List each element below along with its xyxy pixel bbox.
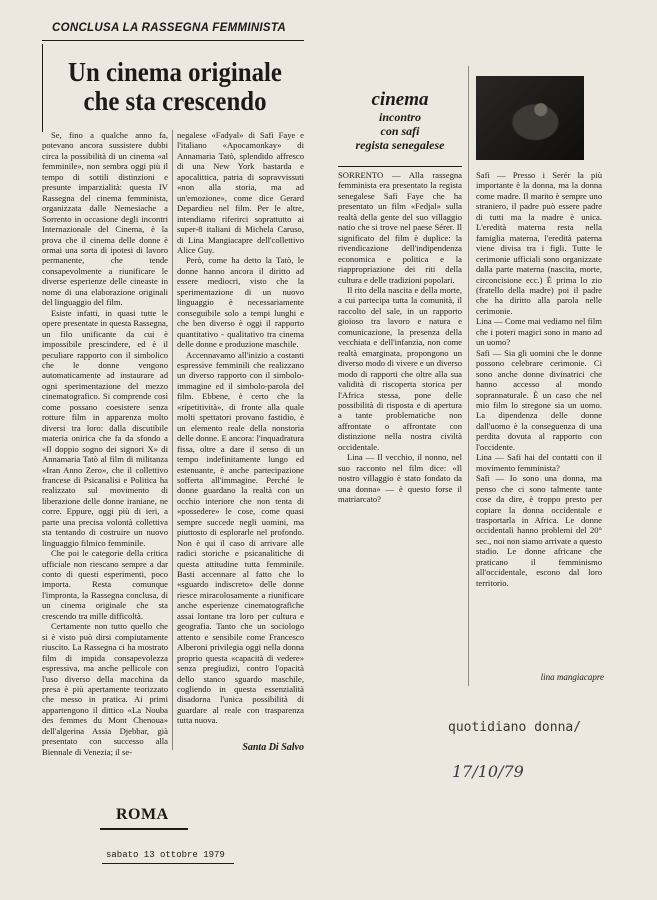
kicker-rule [42, 40, 304, 41]
paragraph: Safi — Presso i Serér la più importante è la donna, ma la donna come madre. Il marito è sempre uno straniero, il padre può essere padre di tutti ma la madre è unica. L'eredità materna resta nella famiglia materna, l'eredità paterna viene divisa tra i figli. Tutte le cerimonie ufficiali sono organizzate dalla parte materna (nascita, morte, circoncisione ecc.) È prima lo zio (fratello della madre) poi il padre che ha diritto alla parola nelle cerimonie. [476, 170, 602, 316]
article-headline: Un cinema originale che sta crescendo [68, 57, 282, 116]
paragraph: SORRENTO — Alla rassegna femminista era presentato la regista senegalese Safi Faye che ha presentato un film «Fedjal» sulla realtà della gente del suo villaggio natio che si trove nel paese Sérer. Il significato del film è duplice: la rivendicazione dell'indipendenza economica e politica e la riappropriazione dei riti della cultura e delle tradizioni popolari. [338, 170, 462, 285]
column-divider [468, 66, 469, 686]
right-clipping [334, 66, 614, 702]
handwritten-date: 17/10/79 [452, 762, 524, 781]
article-kicker: CONCLUSA LA RASSEGNA FEMMINISTA [52, 22, 286, 34]
left-clipping [40, 14, 306, 774]
paragraph: negalese «Fadyal» di Safi Faye e l'italiano «Apocamonkay» di Annamaria Tatò, splendido affresco di una New York bastarda e apocalittica, patria di sopravvissuti «non alla storia, ma ad un'emozione», come dice Gerard Depardieu nel film. Per le altre, intendiamo riferirci soprattutto ai super-8 italiani di Michela Caruso, di Lina Mangiacapre dell'collettivo Alice Guy. [177, 130, 304, 255]
newspaper-footer [100, 800, 250, 870]
paragraph: Che poi le categorie della critica ufficiale non riescano sempre a dar conto di questi esperimenti, poco importa. Resta comunque l'impronta, la Rassegna conclusa, di un cinema originale che sta crescendo tra mille difficoltà. [42, 548, 168, 621]
paragraph: Esiste infatti, in quasi tutte le opere presentate in questa Rassegna, un filo unificante da cui è impossibile prescindere, ed è il peculiare rapporto con il simbolico che le donne vengono automaticamente ad instaurare ad ogni sperimentazione del mezzo cinematografico. Si comprende così come possano coesistere senza rotture film in apparenza molto diversi tra loro: dalla discutibile materia onirica che fa da sfondo a «Il doppio sogno dei signori X» di Annamaria Tatò al film di militanza «Iran Anno Zero», che il collettivo francese di Psicanalisi e Politica ha realizzato sul movimento di liberazione delle donne iraniane, ne corre. Eppure, oggi più di ieri, a parte una precisa volontà collettiva sta tentando di costruire un nuovo linguaggio filmico femminile. [42, 307, 168, 548]
paragraph: Però, come ha detto la Tatò, le donne hanno ancora il diritto ad essere mediocri, visto che la sperimentazione di un nuovo linguaggio è necessariamente conseguibile solo a tempi lunghi e che ben diverso è oggi il rapporto quantitativo - qualitativo tra cinema delle donne e produzione maschile. [177, 255, 304, 350]
source-stamp: quotidiano donna/ [448, 720, 582, 735]
interview-header [338, 90, 462, 160]
left-article-column-1 [42, 130, 168, 766]
article-byline: Santa Di Salvo [242, 742, 304, 753]
paragraph: Il rito della nascita e della morte, a cui partecipa tutta la comunità, il raccolto del sale, in un rapporto gioioso tra lavoro e natura e comunicazione, la presenza della vecchiata e dell'infanzia, non come realtà emarginata, propongono un diverso modo di vivere e un diverso modo di rapporti che oltre alla sua validità di riscoperta storica per l'Africa stessa, pone delle possibilità di risposta e di apertura a tante problematiche non affrontate o affrontate con distinzione nella nostra civiltà occidentale. [338, 284, 462, 452]
paragraph: Safi — Sia gli uomini che le donne possono celebrare cerimonie. Ci sono anche donne divinatrici che hanno accesso al mondo soprannaturale. È un caso che nel mio film lo stregone sia un uomo. La dipendenza delle donne dall'uomo è la conseguenza di una perdita dovuta al rapporto con l'occidente. [476, 347, 602, 452]
paragraph: Lina — Safi hai del contatti con il movimento femminista? [476, 452, 602, 473]
left-margin-rule [42, 44, 43, 132]
paragraph: Se, fino a qualche anno fa, potevano ancora sussistere dubbi circa la possibilità di un cinema «al femminile», non sembra oggi più il tempo di sottili distinzioni e presunte imparzialità: questa IV Rassegna del cinema femminista, organizzata dalle Nemesiache a Sorrento in occasione degli incontri Internazionale del Cinema, è la prova che il cinema delle donne è ormai una sorta di ipotesi di lavoro permanente, che tende consapevolmente a riunificare le diverse esperienze delle cineaste in nome di una elaborazione originali del linguaggio del film. [42, 130, 168, 308]
header-rule [338, 166, 462, 167]
header-title: cinema [371, 89, 429, 110]
paragraph: Certamente non tutto quello che si è visto può dirsi compiutamente riuscito. La Rassegna ci ha mostrato film di impida consapevolezza espressiva, ma anche pellicole con l'uso diverso della macchina da presa è più apertamente teorizzato che messo in pratica. Ai primi appartengono il dittico «La Nouba des femmes du Mont Chenoua» dell'algerina Assia Djebbar, già presentato con successo alla Biennale di Venezia; il se- [42, 621, 168, 757]
publication-date: sabato 13 ottobre 1979 [106, 850, 225, 860]
masthead-rule [100, 828, 188, 830]
paragraph: Accennavamo all'inizio a costanti espressive femminili che realizzano un diverso rapporto con il simbolo-immagine ed il simbolo-parola del film. Ebbene, è certo che la «ripetitività», di fronte alla quale molti spettatori provano fastidio, è un elemento reale della nonstoria delle donne. E ancora: l'inquadratura fissa, oltre a dare il senso di un tempo indefinitamente lungo ed estenuante, è anche partecipazione sofferta all'immagine. Perché le donne guardano la realtà con un occhio interiore che non tenta di «possedere» le cose, come quasi sempre succede negli uomini, ma piuttosto di esplorarle nel profondo. Non è qui il caso di arrivare alle radici storiche e psicanalitiche di questa attitudine tutta femminile. Basti accennare al fatto che lo «sguardo indiscreto» delle donne riesce miracolosamente a riunificare anche esperienze cinematografiche assai lontane tra loro per cultura e geografia. Tanto che un sociologo attento e sensibile come Francesco Alberoni privilegia oggi nella donna proprio questa «capacità di vedere» senza pregiudizi, contro l'opacità dello stanco sguardo maschile, cogliendo in questa essenzialità disadorna l'unica possibilità di guardare al reale con trasparenza tutta nuova. [177, 349, 304, 726]
right-article-column-1 [338, 170, 462, 644]
header-subtitle-2: con safi [380, 124, 420, 138]
header-subtitle-1: incontro [378, 110, 421, 124]
paragraph: Safi — Io sono una donna, ma penso che ci sono talmente tante cose da dire, è troppo presto per copiare la donna occidentale e trasportarla in Africa. Le donne occidentali hanno problemi del 20° sec., noi non siamo arrivate a questo stadio. Le donne africane che praticano il femminismo all'occidentale, escono dal loro territorio. [476, 473, 602, 588]
header-subtitle-3: regista senegalese [355, 138, 445, 152]
date-rule [102, 863, 234, 864]
portrait-photo [476, 76, 584, 160]
right-article-column-2 [476, 170, 602, 670]
left-article-column-2 [177, 130, 304, 742]
newspaper-masthead: ROMA [116, 806, 169, 823]
column-divider [172, 130, 173, 750]
paragraph: Lina — Il vecchio, il nonno, nel suo racconto nel film dice: «Il nostro villaggio è stato fondato da una donna» — è questo forse il matriarcato? [338, 452, 462, 505]
interview-byline: lina mangiacapre [540, 672, 604, 682]
paragraph: Lina — Come mai vediamo nel film che i poteri magici sono in mano ad un uomo? [476, 316, 602, 348]
